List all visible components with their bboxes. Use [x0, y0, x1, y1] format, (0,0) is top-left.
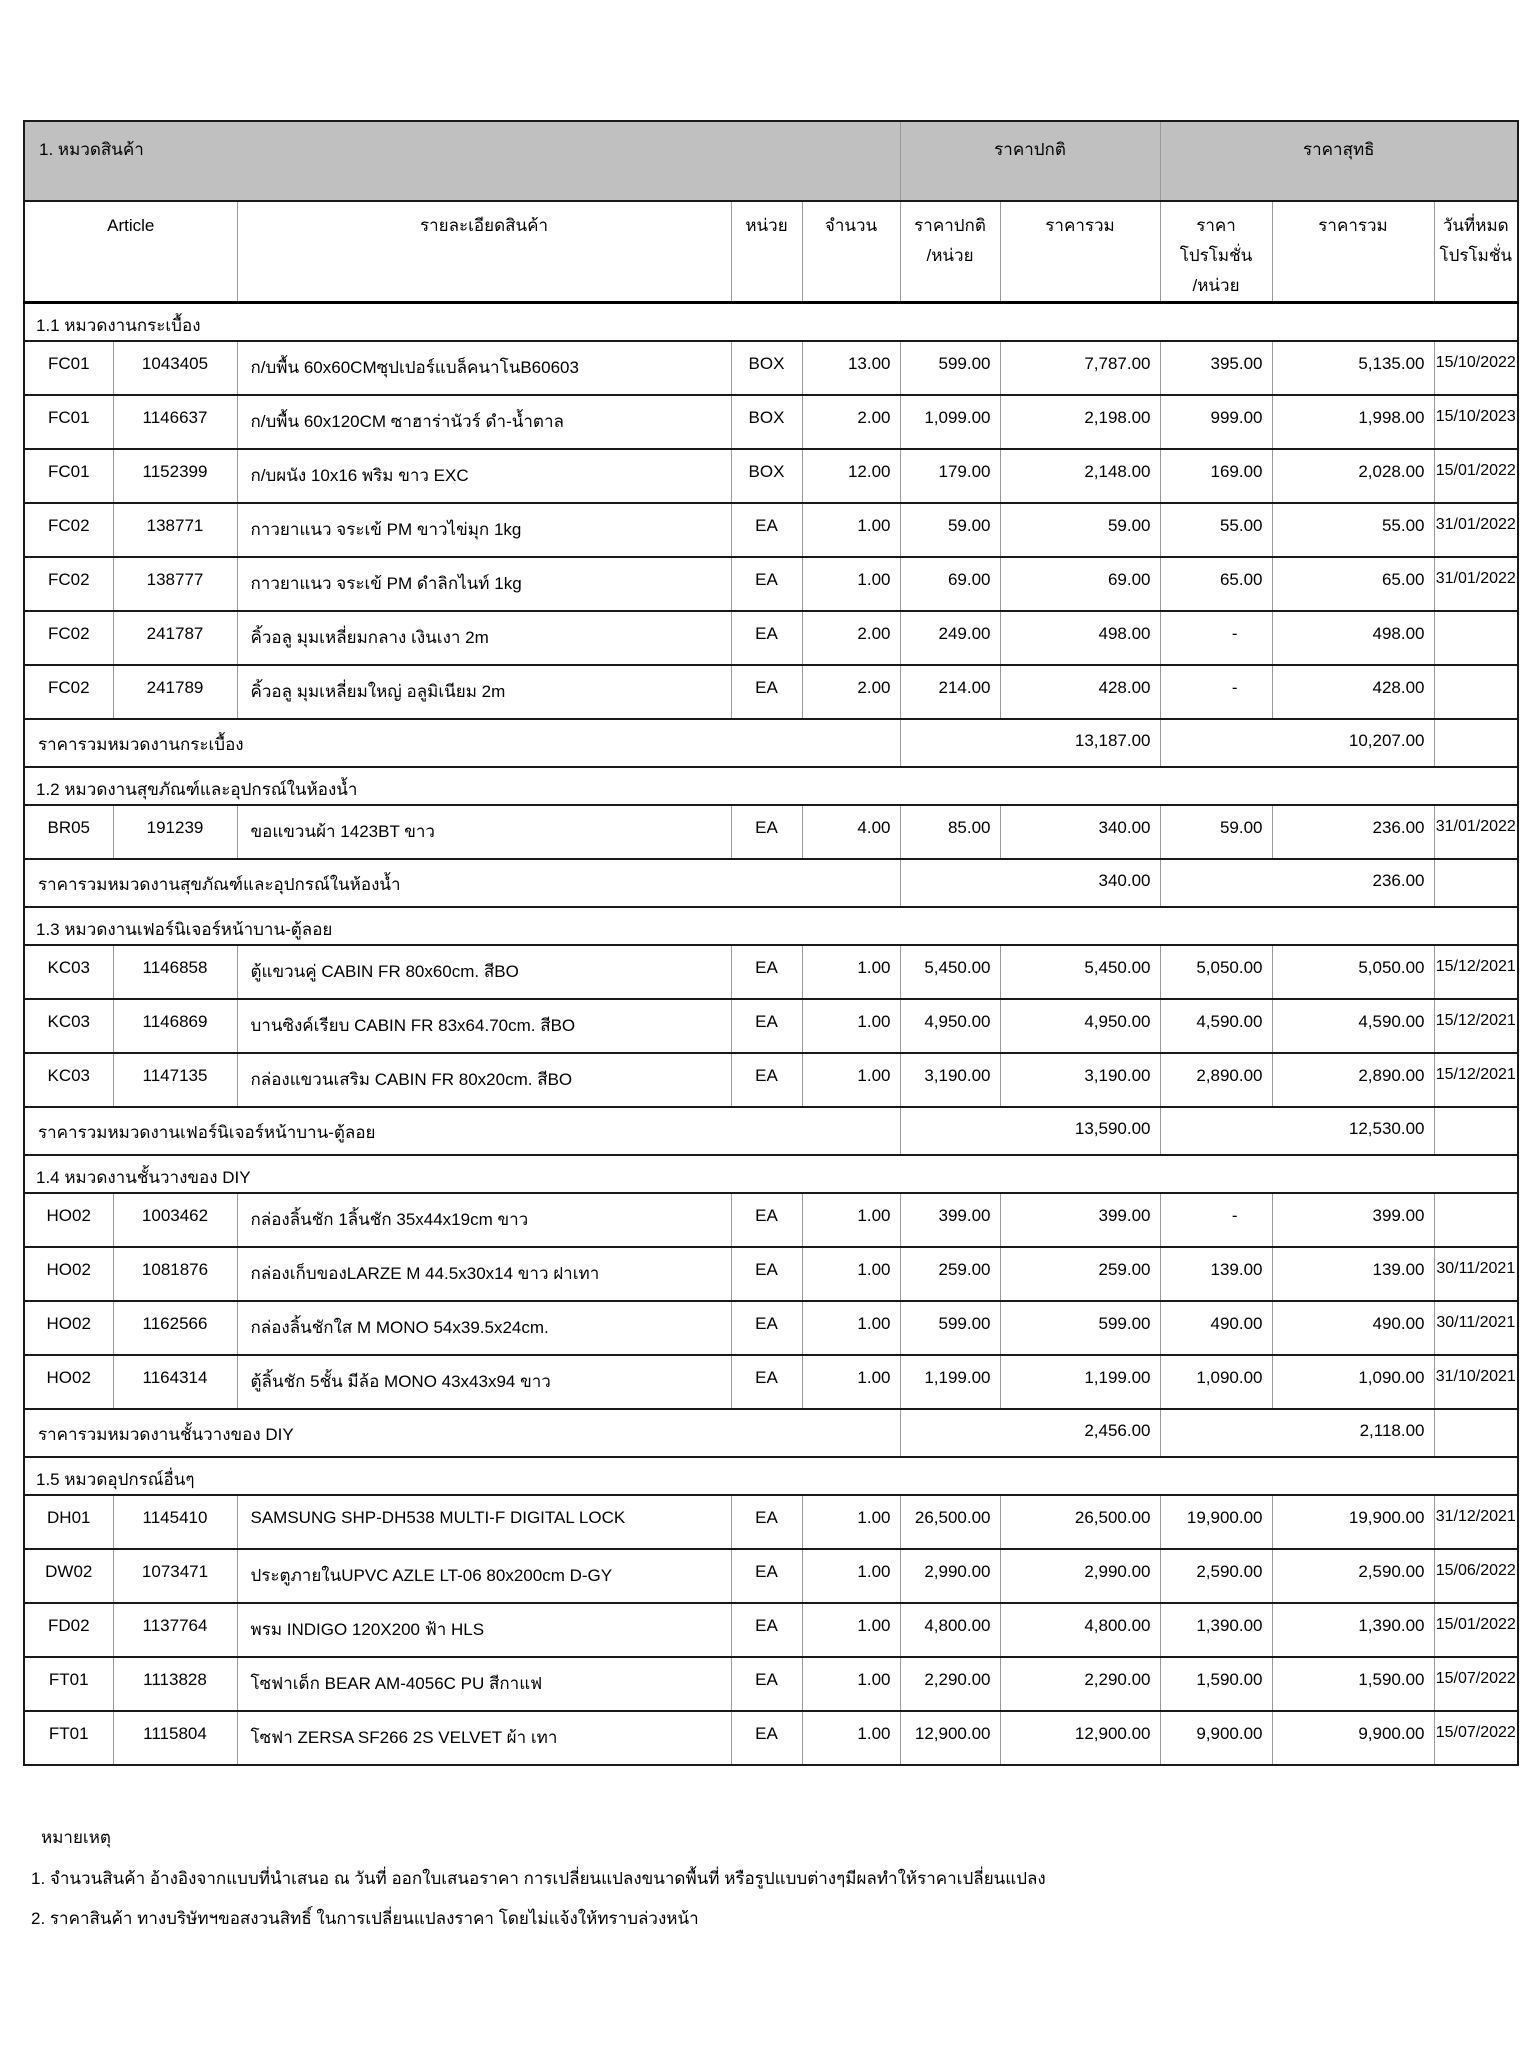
cell-promo-end-date: 31/01/2022	[1434, 557, 1518, 611]
cell-promo-unit-price: 5,050.00	[1160, 945, 1272, 999]
cell-normal-total: 2,148.00	[1000, 449, 1160, 503]
cell-code: FC01	[24, 341, 113, 395]
table-row	[24, 945, 1518, 999]
table-row	[24, 1247, 1518, 1301]
cell-normal-unit-price: 4,800.00	[900, 1603, 1000, 1657]
cell-promo-unit-price: 4,590.00	[1160, 999, 1272, 1053]
cell-article: 1003462	[113, 1193, 237, 1247]
cell-article: 191239	[113, 805, 237, 859]
cell-description: กล่องเก็บของLARZE M 44.5x30x14 ขาว ฝาเทา	[237, 1247, 731, 1301]
cell-article: 138771	[113, 503, 237, 557]
cell-net-total: 498.00	[1272, 611, 1434, 665]
cell-net-total: 490.00	[1272, 1301, 1434, 1355]
cell-description: โซฟาเด็ก BEAR AM-4056C PU สีกาแฟ	[237, 1657, 731, 1711]
cell-normal-total: 599.00	[1000, 1301, 1160, 1355]
cell-qty: 1.00	[802, 503, 900, 557]
cell-net-total: 4,590.00	[1272, 999, 1434, 1053]
cell-net-total: 236.00	[1272, 805, 1434, 859]
cell-promo-end-date: 15/12/2021	[1434, 1053, 1518, 1107]
cell-code: FT01	[24, 1711, 113, 1765]
cell-article: 1137764	[113, 1603, 237, 1657]
cell-code: DH01	[24, 1495, 113, 1549]
cell-net-total: 1,090.00	[1272, 1355, 1434, 1409]
col-header-promo-end-date	[1434, 201, 1518, 303]
cell-promo-end-date: 15/07/2022	[1434, 1711, 1518, 1765]
cell-unit: EA	[731, 945, 802, 999]
cell-unit: EA	[731, 611, 802, 665]
cell-code: HO02	[24, 1247, 113, 1301]
subtotal-row	[24, 859, 1518, 907]
cell-normal-unit-price: 1,099.00	[900, 395, 1000, 449]
cell-net-total: 9,900.00	[1272, 1711, 1434, 1765]
header-line: /หน่วย	[926, 246, 974, 265]
cell-net-total: 2,028.00	[1272, 449, 1434, 503]
cell-code: FT01	[24, 1657, 113, 1711]
header-line: ราคา	[1196, 216, 1236, 235]
cell-article: 1146858	[113, 945, 237, 999]
cell-normal-unit-price: 2,290.00	[900, 1657, 1000, 1711]
cell-unit: EA	[731, 1657, 802, 1711]
cell-code: FC01	[24, 449, 113, 503]
subtotal-net-total: 10,207.00	[1160, 719, 1434, 767]
col-header-article: Article	[24, 201, 237, 303]
cell-normal-unit-price: 1,199.00	[900, 1355, 1000, 1409]
note-line-1: 1. จำนวนสินค้า อ้างอิงจากแบบที่นำเสนอ ณ วันที่ ออกใบเสนอราคา การเปลี่ยนแปลงขนาดพื้นที่ หรือรูปแบบต่างๆมีผลทำให้ราคาเปลี่ยนแปลง	[31, 1868, 1046, 1888]
section-row	[24, 1155, 1518, 1193]
cell-normal-total: 498.00	[1000, 611, 1160, 665]
cell-article: 1073471	[113, 1549, 237, 1603]
subtotal-row	[24, 1107, 1518, 1155]
table-row	[24, 611, 1518, 665]
cell-promo-unit-price: 395.00	[1160, 341, 1272, 395]
table-row	[24, 1549, 1518, 1603]
cell-promo-unit-price: 55.00	[1160, 503, 1272, 557]
cell-promo-unit-price: 999.00	[1160, 395, 1272, 449]
cell-normal-unit-price: 259.00	[900, 1247, 1000, 1301]
cell-qty: 1.00	[802, 1193, 900, 1247]
subtotal-normal-total: 340.00	[900, 859, 1160, 907]
cell-normal-total: 59.00	[1000, 503, 1160, 557]
cell-qty: 1.00	[802, 1355, 900, 1409]
cell-normal-unit-price: 2,990.00	[900, 1549, 1000, 1603]
cell-promo-end-date: 31/10/2021	[1434, 1355, 1518, 1409]
column-header-row	[24, 201, 1518, 303]
cell-qty: 1.00	[802, 1657, 900, 1711]
cell-normal-total: 3,190.00	[1000, 1053, 1160, 1107]
section-title: 1.4 หมวดงานชั้นวางของ DIY	[24, 1155, 1518, 1193]
cell-promo-unit-price: -	[1160, 665, 1272, 719]
cell-promo-end-date: 30/11/2021	[1434, 1301, 1518, 1355]
cell-unit: EA	[731, 999, 802, 1053]
cell-normal-total: 12,900.00	[1000, 1711, 1160, 1765]
cell-promo-unit-price: 169.00	[1160, 449, 1272, 503]
cell-promo-end-date: 31/01/2022	[1434, 503, 1518, 557]
cell-article: 138777	[113, 557, 237, 611]
cell-unit: EA	[731, 1711, 802, 1765]
subtotal-net-total: 12,530.00	[1160, 1107, 1434, 1155]
cell-promo-end-date: 31/12/2021	[1434, 1495, 1518, 1549]
cell-normal-total: 4,800.00	[1000, 1603, 1160, 1657]
cell-normal-total: 2,290.00	[1000, 1657, 1160, 1711]
group-header-net-price: ราคาสุทธิ	[1160, 121, 1518, 201]
cell-code: KC03	[24, 1053, 113, 1107]
subtotal-row	[24, 1409, 1518, 1457]
cell-promo-unit-price: 2,590.00	[1160, 1549, 1272, 1603]
cell-promo-end-date	[1434, 611, 1518, 665]
cell-article: 241789	[113, 665, 237, 719]
cell-qty: 1.00	[802, 1053, 900, 1107]
cell-qty: 1.00	[802, 557, 900, 611]
cell-normal-unit-price: 59.00	[900, 503, 1000, 557]
cell-net-total: 1,998.00	[1272, 395, 1434, 449]
table-row	[24, 1711, 1518, 1765]
subtotal-net-total: 2,118.00	[1160, 1409, 1434, 1457]
cell-normal-unit-price: 4,950.00	[900, 999, 1000, 1053]
cell-promo-end-date: 15/12/2021	[1434, 999, 1518, 1053]
cell-description: บานซิงค์เรียบ CABIN FR 83x64.70cm. สีBO	[237, 999, 731, 1053]
cell-normal-unit-price: 3,190.00	[900, 1053, 1000, 1107]
cell-normal-unit-price: 5,450.00	[900, 945, 1000, 999]
cell-unit: BOX	[731, 449, 802, 503]
cell-article: 241787	[113, 611, 237, 665]
cell-normal-total: 1,199.00	[1000, 1355, 1160, 1409]
subtotal-row	[24, 719, 1518, 767]
cell-promo-end-date: 15/12/2021	[1434, 945, 1518, 999]
cell-qty: 1.00	[802, 1247, 900, 1301]
cell-promo-unit-price: -	[1160, 611, 1272, 665]
cell-unit: EA	[731, 665, 802, 719]
table-row	[24, 999, 1518, 1053]
col-header-unit: หน่วย	[731, 201, 802, 303]
quotation-table	[23, 120, 1519, 1766]
table-row	[24, 503, 1518, 557]
cell-qty: 12.00	[802, 449, 900, 503]
cell-net-total: 5,135.00	[1272, 341, 1434, 395]
subtotal-date-empty	[1434, 859, 1518, 907]
cell-qty: 2.00	[802, 665, 900, 719]
cell-unit: EA	[731, 1603, 802, 1657]
cell-article: 1081876	[113, 1247, 237, 1301]
cell-article: 1164314	[113, 1355, 237, 1409]
cell-promo-end-date: 31/01/2022	[1434, 805, 1518, 859]
section-title: 1.5 หมวดอุปกรณ์อื่นๆ	[24, 1457, 1518, 1495]
cell-code: FD02	[24, 1603, 113, 1657]
cell-normal-total: 259.00	[1000, 1247, 1160, 1301]
cell-qty: 2.00	[802, 395, 900, 449]
cell-unit: EA	[731, 1053, 802, 1107]
section-row	[24, 767, 1518, 805]
cell-net-total: 139.00	[1272, 1247, 1434, 1301]
cell-article: 1115804	[113, 1711, 237, 1765]
subtotal-date-empty	[1434, 719, 1518, 767]
cell-promo-end-date: 15/07/2022	[1434, 1657, 1518, 1711]
cell-normal-total: 26,500.00	[1000, 1495, 1160, 1549]
cell-normal-unit-price: 85.00	[900, 805, 1000, 859]
cell-code: FC02	[24, 665, 113, 719]
cell-code: FC02	[24, 611, 113, 665]
cell-qty: 1.00	[802, 1301, 900, 1355]
cell-article: 1147135	[113, 1053, 237, 1107]
subtotal-label: ราคารวมหมวดงานสุขภัณฑ์และอุปกรณ์ในห้องน้ำ	[24, 859, 900, 907]
col-header-promo-unit-price	[1160, 201, 1272, 303]
cell-description: SAMSUNG SHP-DH538 MULTI-F DIGITAL LOCK	[237, 1495, 731, 1549]
cell-net-total: 2,590.00	[1272, 1549, 1434, 1603]
cell-code: HO02	[24, 1301, 113, 1355]
cell-promo-end-date: 30/11/2021	[1434, 1247, 1518, 1301]
cell-normal-total: 399.00	[1000, 1193, 1160, 1247]
table-row	[24, 341, 1518, 395]
header-line: ราคาปกติ	[914, 216, 986, 235]
section-row	[24, 303, 1518, 341]
cell-promo-end-date	[1434, 1193, 1518, 1247]
notes-heading: หมายเหตุ	[41, 1827, 111, 1847]
cell-qty: 2.00	[802, 611, 900, 665]
note-line-2: 2. ราคาสินค้า ทางบริษัทฯขอสงวนสิทธิ์ ในการเปลี่ยนแปลงราคา โดยไม่แจ้งให้ทราบล่วงหน้า	[31, 1908, 699, 1928]
cell-code: KC03	[24, 945, 113, 999]
col-header-description: รายละเอียดสินค้า	[237, 201, 731, 303]
cell-normal-unit-price: 214.00	[900, 665, 1000, 719]
cell-promo-unit-price: 9,900.00	[1160, 1711, 1272, 1765]
subtotal-label: ราคารวมหมวดงานกระเบื้อง	[24, 719, 900, 767]
cell-promo-unit-price: 490.00	[1160, 1301, 1272, 1355]
cell-description: กล่องลิ้นชักใส M MONO 54x39.5x24cm.	[237, 1301, 731, 1355]
col-header-normal-unit-price	[900, 201, 1000, 303]
section-title: 1.3 หมวดงานเฟอร์นิเจอร์หน้าบาน-ตู้ลอย	[24, 907, 1518, 945]
header-line: โปรโมชั่น	[1439, 246, 1513, 265]
subtotal-normal-total: 2,456.00	[900, 1409, 1160, 1457]
section-title: 1.1 หมวดงานกระเบื้อง	[24, 303, 1518, 341]
group-header-row	[24, 121, 1518, 201]
cell-qty: 1.00	[802, 945, 900, 999]
cell-promo-end-date: 15/10/2023	[1434, 395, 1518, 449]
cell-promo-end-date: 15/01/2022	[1434, 449, 1518, 503]
group-header-normal-price: ราคาปกติ	[900, 121, 1160, 201]
cell-unit: EA	[731, 557, 802, 611]
table-row	[24, 557, 1518, 611]
cell-code: KC03	[24, 999, 113, 1053]
cell-code: HO02	[24, 1193, 113, 1247]
section-row	[24, 1457, 1518, 1495]
subtotal-label: ราคารวมหมวดงานเฟอร์นิเจอร์หน้าบาน-ตู้ลอย	[24, 1107, 900, 1155]
cell-code: FC02	[24, 557, 113, 611]
cell-description: กล่องแขวนเสริม CABIN FR 80x20cm. สีBO	[237, 1053, 731, 1107]
cell-description: ก/บผนัง 10x16 พริม ขาว EXC	[237, 449, 731, 503]
cell-normal-unit-price: 179.00	[900, 449, 1000, 503]
cell-description: พรม INDIGO 120X200 ฟ้า HLS	[237, 1603, 731, 1657]
section-title: 1.2 หมวดงานสุขภัณฑ์และอุปกรณ์ในห้องน้ำ	[24, 767, 1518, 805]
header-line: วันที่หมด	[1442, 216, 1509, 235]
cell-unit: EA	[731, 1549, 802, 1603]
cell-promo-unit-price: 1,090.00	[1160, 1355, 1272, 1409]
cell-net-total: 428.00	[1272, 665, 1434, 719]
cell-normal-total: 340.00	[1000, 805, 1160, 859]
cell-normal-unit-price: 399.00	[900, 1193, 1000, 1247]
subtotal-net-total: 236.00	[1160, 859, 1434, 907]
cell-unit: BOX	[731, 341, 802, 395]
cell-promo-unit-price: -	[1160, 1193, 1272, 1247]
cell-description: ประตูภายในUPVC AZLE LT-06 80x200cm D-GY	[237, 1549, 731, 1603]
cell-code: FC02	[24, 503, 113, 557]
cell-unit: EA	[731, 1495, 802, 1549]
cell-unit: EA	[731, 1193, 802, 1247]
table-row	[24, 1495, 1518, 1549]
cell-description: ตู้แขวนคู่ CABIN FR 80x60cm. สีBO	[237, 945, 731, 999]
cell-normal-unit-price: 69.00	[900, 557, 1000, 611]
cell-normal-unit-price: 599.00	[900, 341, 1000, 395]
table-row	[24, 449, 1518, 503]
cell-normal-unit-price: 249.00	[900, 611, 1000, 665]
cell-article: 1152399	[113, 449, 237, 503]
cell-unit: BOX	[731, 395, 802, 449]
cell-description: คิ้วอลู มุมเหลี่ยมกลาง เงินเงา 2m	[237, 611, 731, 665]
header-line: /หน่วย	[1192, 276, 1240, 295]
table-row	[24, 395, 1518, 449]
cell-normal-total: 4,950.00	[1000, 999, 1160, 1053]
cell-net-total: 2,890.00	[1272, 1053, 1434, 1107]
cell-qty: 13.00	[802, 341, 900, 395]
cell-code: HO02	[24, 1355, 113, 1409]
col-header-qty: จำนวน	[802, 201, 900, 303]
group-header-products: 1. หมวดสินค้า	[24, 121, 900, 201]
subtotal-normal-total: 13,187.00	[900, 719, 1160, 767]
cell-net-total: 1,390.00	[1272, 1603, 1434, 1657]
cell-net-total: 19,900.00	[1272, 1495, 1434, 1549]
cell-promo-unit-price: 1,590.00	[1160, 1657, 1272, 1711]
col-header-net-total: ราคารวม	[1272, 201, 1434, 303]
subtotal-date-empty	[1434, 1409, 1518, 1457]
cell-promo-unit-price: 65.00	[1160, 557, 1272, 611]
cell-normal-total: 2,990.00	[1000, 1549, 1160, 1603]
subtotal-date-empty	[1434, 1107, 1518, 1155]
cell-promo-end-date: 15/10/2022	[1434, 341, 1518, 395]
cell-promo-unit-price: 59.00	[1160, 805, 1272, 859]
cell-description: ก/บพื้น 60x120CM ซาฮาร่านัวร์ ดำ-น้ำตาล	[237, 395, 731, 449]
cell-net-total: 1,590.00	[1272, 1657, 1434, 1711]
cell-article: 1162566	[113, 1301, 237, 1355]
cell-net-total: 55.00	[1272, 503, 1434, 557]
cell-article: 1043405	[113, 341, 237, 395]
table-row	[24, 1053, 1518, 1107]
cell-code: FC01	[24, 395, 113, 449]
table-row	[24, 1355, 1518, 1409]
col-header-normal-total: ราคารวม	[1000, 201, 1160, 303]
cell-article: 1146637	[113, 395, 237, 449]
cell-promo-unit-price: 19,900.00	[1160, 1495, 1272, 1549]
cell-article: 1145410	[113, 1495, 237, 1549]
cell-promo-end-date: 15/01/2022	[1434, 1603, 1518, 1657]
cell-qty: 1.00	[802, 1603, 900, 1657]
cell-promo-end-date	[1434, 665, 1518, 719]
cell-qty: 4.00	[802, 805, 900, 859]
cell-qty: 1.00	[802, 999, 900, 1053]
table-row	[24, 1193, 1518, 1247]
cell-promo-unit-price: 2,890.00	[1160, 1053, 1272, 1107]
cell-normal-total: 428.00	[1000, 665, 1160, 719]
cell-normal-unit-price: 12,900.00	[900, 1711, 1000, 1765]
cell-qty: 1.00	[802, 1711, 900, 1765]
cell-description: ตู้ลิ้นชัก 5ชั้น มีล้อ MONO 43x43x94 ขาว	[237, 1355, 731, 1409]
cell-unit: EA	[731, 503, 802, 557]
cell-unit: EA	[731, 1355, 802, 1409]
cell-article: 1113828	[113, 1657, 237, 1711]
table-row	[24, 805, 1518, 859]
cell-description: โซฟา ZERSA SF266 2S VELVET ผ้า เทา	[237, 1711, 731, 1765]
cell-description: ขอแขวนผ้า 1423BT ขาว	[237, 805, 731, 859]
cell-description: กาวยาแนว จระเข้ PM ขาวไข่มุก 1kg	[237, 503, 731, 557]
cell-normal-total: 5,450.00	[1000, 945, 1160, 999]
cell-unit: EA	[731, 1301, 802, 1355]
table-row	[24, 665, 1518, 719]
cell-code: BR05	[24, 805, 113, 859]
cell-code: DW02	[24, 1549, 113, 1603]
cell-net-total: 65.00	[1272, 557, 1434, 611]
cell-qty: 1.00	[802, 1495, 900, 1549]
cell-promo-end-date: 15/06/2022	[1434, 1549, 1518, 1603]
cell-net-total: 399.00	[1272, 1193, 1434, 1247]
table-row	[24, 1301, 1518, 1355]
cell-unit: EA	[731, 1247, 802, 1301]
table-row	[24, 1603, 1518, 1657]
subtotal-normal-total: 13,590.00	[900, 1107, 1160, 1155]
cell-normal-unit-price: 599.00	[900, 1301, 1000, 1355]
header-line: โปรโมชั่น	[1179, 246, 1253, 265]
cell-normal-total: 2,198.00	[1000, 395, 1160, 449]
notes-block	[23, 1824, 1513, 1932]
cell-article: 1146869	[113, 999, 237, 1053]
cell-description: คิ้วอลู มุมเหลี่ยมใหญ่ อลูมิเนียม 2m	[237, 665, 731, 719]
section-row	[24, 907, 1518, 945]
cell-description: กล่องลิ้นชัก 1ลิ้นชัก 35x44x19cm ขาว	[237, 1193, 731, 1247]
subtotal-label: ราคารวมหมวดงานชั้นวางของ DIY	[24, 1409, 900, 1457]
table-row	[24, 1657, 1518, 1711]
cell-promo-unit-price: 139.00	[1160, 1247, 1272, 1301]
cell-description: ก/บพื้น 60x60CMซุปเปอร์แบล็คนาโนB60603	[237, 341, 731, 395]
cell-description: กาวยาแนว จระเข้ PM ดำลิกไนท์ 1kg	[237, 557, 731, 611]
cell-unit: EA	[731, 805, 802, 859]
cell-normal-total: 7,787.00	[1000, 341, 1160, 395]
cell-normal-unit-price: 26,500.00	[900, 1495, 1000, 1549]
cell-net-total: 5,050.00	[1272, 945, 1434, 999]
cell-qty: 1.00	[802, 1549, 900, 1603]
cell-promo-unit-price: 1,390.00	[1160, 1603, 1272, 1657]
cell-normal-total: 69.00	[1000, 557, 1160, 611]
